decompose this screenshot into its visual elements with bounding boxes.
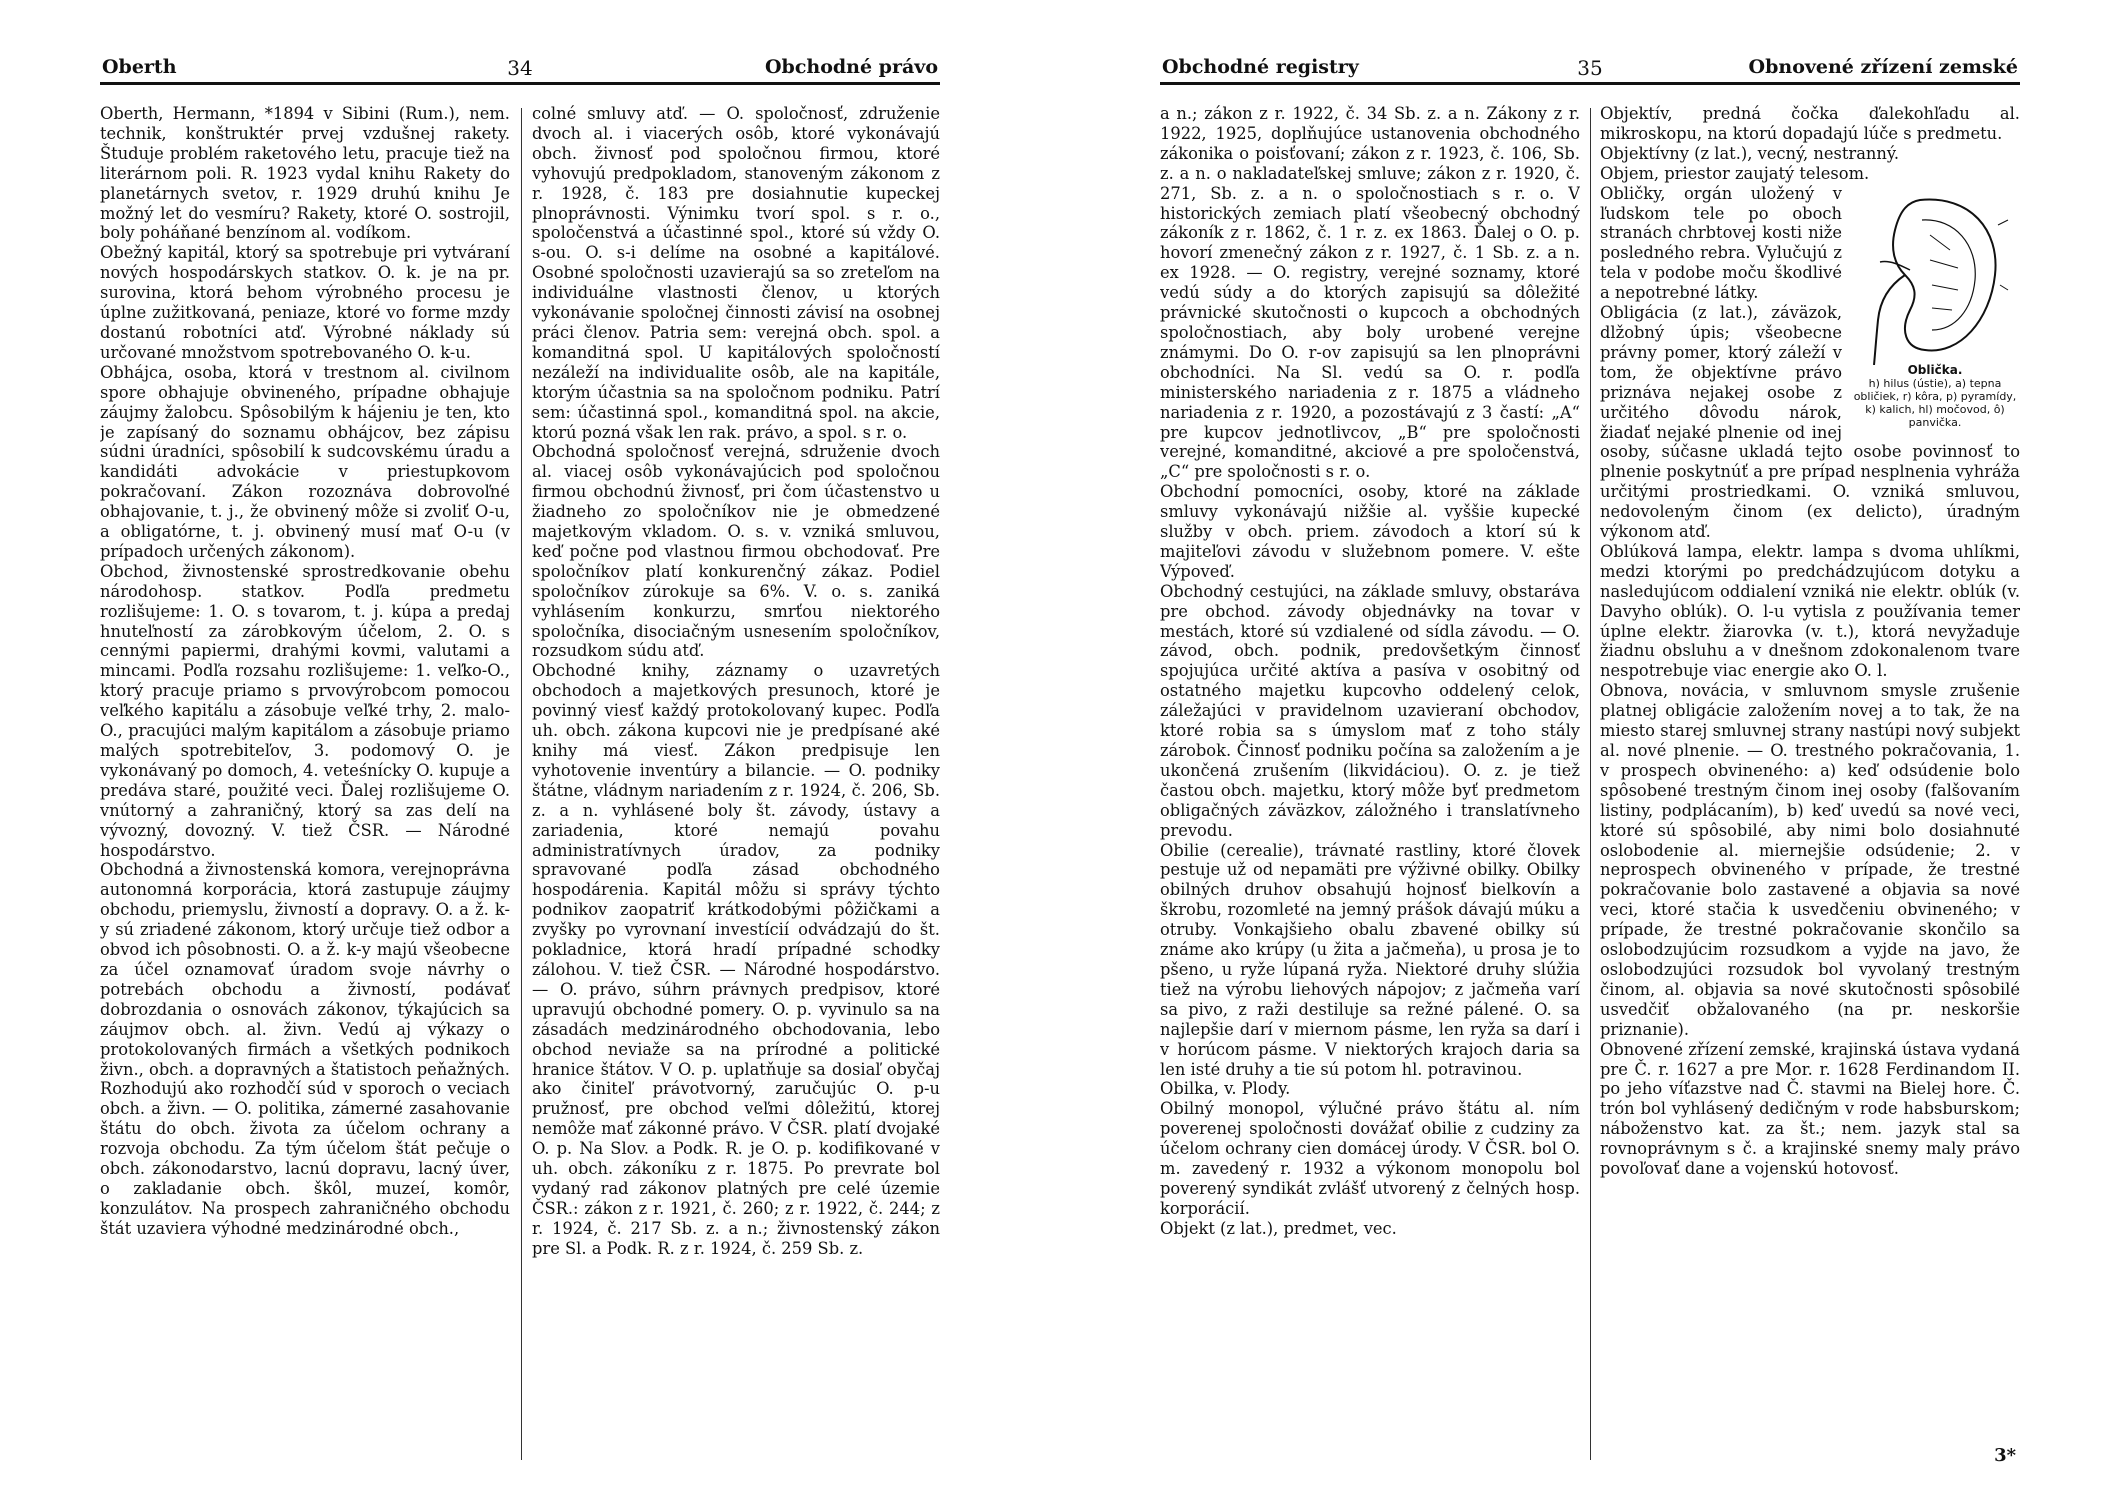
entry: Obilka, v. Plody. bbox=[1160, 1079, 1291, 1099]
entry: Objektívny (z lat.), vecný, nestranný. bbox=[1600, 143, 1900, 163]
entry: a n.; zákon z r. 1922, č. 34 Sb. z. a n. Zákony z r. 1922, 1925, doplňujúce ustanovenia obchodného zákonika o poisťovaní; zákon z r. 1923, č. 106, Sb. z. a n. o nakladateľskej smluve; zákon z r. 1920, č. 271, Sb. z. a n. o spoločnostiach s r. o. V historických zemiach platí všeobecný obchodný zákoník z r. 1862, č. 1 r. z. ex 1863. Ďalej o O. p. hovorí zmenečný zákon z r. 1927, č. 1 Sb. z. a n. ex 1928. — O. registry, verejné soznamy, ktoré vedú súdy a do ktorých zapisujú sa dôležité právnické skutočnosti o kupcoch a obchodných spoločnostiach, aby boly urobené verejne známymi. Do O. r-ov zapisujú sa len plnoprávni obchodníci. Na Sl. vedú sa O. r. podľa ministerského nariadenia z r. 1875 a vládneho nariadenia z r. 1920, a pozostávajú z 3 častí: „A“ pre kupcov jednotlivcov, „B“ pre spoločnosti verejné, komanditné, akciové a pre spoločenstvá, „C“ pre spoločnosti s r. o. bbox=[1160, 104, 1580, 482]
entry: Objekt (z lat.), predmet, vec. bbox=[1160, 1218, 1397, 1238]
entry: Obežný kapitál, ktorý sa spotrebuje pri vytváraní nových hospodárskych statkov. O. k. je na pr. surovina, ktorá behom výrobného procesu je úplne zužitkovaná, peniaze, ktoré vo forme mzdy dostanú robotníci atď. Výrobné náklady sú určované množstvom spotrebovaného O. k-u. bbox=[100, 243, 510, 362]
column-1 bbox=[1160, 104, 1580, 1472]
figure-caption-title: Oblička. bbox=[1907, 362, 1963, 377]
entry: Objem, priestor zaujatý telesom. bbox=[1600, 163, 1870, 183]
entry: Obilie (cerealie), trávnaté rastliny, ktoré človek pestuje už od nepamäti pre výživné obilky. Obilky obilných druhov obsahujú hojnosť bielkovín a škrobu, rozomleté na jemný prášok dávajú múku a otruby. Vonkajšieho obalu zbavené obilky sú známe ako krúpy (u žita a jačmeňa), u prosa je to pšeno, u ryže lúpaná ryža. Niektoré druhy slúžia tiež na výrobu liehových nápojov; z jačmeňa varí sa pivo, z raži destiluje sa režné pálené. O. sa najlepšie darí v miernom pásme, len ryža sa darí i v horúcom pásme. V niektorých krajoch daria sa len isté druhy a tie sú potom hl. potravinou. bbox=[1160, 840, 1580, 1079]
column-1 bbox=[100, 104, 510, 1472]
entry: Obchodné knihy, záznamy o uzavretých obchodoch a majetkových presunoch, ktoré je povinný viesť každý protokolovaný kupec. Podľa uh. obch. zákona kupcovi nie je predpísané aké knihy má viesť. Zákon predpisuje len vyhotovenie inventúry a bilancie. — O. podniky štátne, vládnym nariadením z r. 1924, č. 206, Sb. z. a n. vyhlásené boly št. závody, ústavy a zariadenia, ktoré nemajú povahu administratívnych úradov, za podniky spravované podľa zásad obchodného hospodárenia. Kapitál môžu si správy týchto podnikov zaopatriť krátkodobými pôžičkami a zvyšky po vyrovnaní investícií odvádzajú do št. pokladnice, ktorá hradí prípadné schodky zálohou. V. tiež ČSR. — Národné hospodárstvo. — O. právo, súhrn právnych predpisov, ktoré upravujú obchodné pomery. O. p. vyvinulo sa na zásadách medzinárodného obchodovania, lebo obchod neviaže sa na prírodné a politické hranice štátov. V O. p. uplatňuje sa dosiaľ obyčaj ako činiteľ právotvorný, zaručujúc O. p-u pružnosť, pre obchod veľmi dôležitú, ktorej nemôže mať zákonné právo. V ČSR. platí dvojaké O. p. Na Slov. a Podk. R. je O. p. kodifikované v uh. obch. zákoníku z r. 1875. Po prevrate bol vydaný rad zákonov platných pre celé územie ČSR.: zákon z r. 1921, č. 260; z r. 1922, č. 244; z r. 1924, č. 217 Sb. z. a n.; živnostenský zákon pre Sl. a Podk. R. z r. 1924, č. 259 Sb. z. bbox=[532, 661, 940, 1258]
entry: Obličky, orgán uložený v ľudskom tele po oboch stranách chrbtovej kosti niže posledného rebra. Vylučujú z tela v podobe moču škodlivé a nepotrebné látky. bbox=[1600, 183, 1842, 303]
entry: Obhájca, osoba, ktorá v trestnom al. civilnom spore obhajuje obvineného, prípadne obhajuje záujmy žalobcu. Spôsobilým k hájeniu je ten, kto je zapísaný do soznamu obhájcov, bez zápisu súdni úradníci, spôsobilí k sudcovskému úradu a kandidáti advokácie v priestupkovom pokračovaní. Zákon rozoznáva dobrovoľné obhajovanie, t. j., že obvinený môže si zvoliť O-u, a obligatórne, t. j. obvinený musí mať O-u (v prípadoch určených zákonom). bbox=[100, 362, 510, 561]
figure-caption-text: h) hilus (ústie), a) tepna obličiek, r) kôra, p) pyramídy, k) kalich, hl) močovod, ô) panvička. bbox=[1853, 376, 2017, 429]
kidney-figure bbox=[1850, 186, 2020, 436]
entry: Obnova, novácia, v smluvnom smysle zrušenie platnej obligácie založením novej a to tak, že na miesto starej smluvnej strany nastúpi nový subjekt al. nové plnenie. — O. trestného pokračovania, 1. v prospech obvineného: a) keď odsúdenie bolo spôsobené trestným činom inej osoby (falšovaním listiny, podplácaním), b) keď uvedú sa nové veci, ktoré sú spôsobilé, aby nimi bolo dosiahnuté oslobodenie al. miernejšie odsúdenie; 2. v neprospech obvineného v prípade, že trestné pokračovanie bolo zastavené a objavia sa nové veci, ktoré stačia k usvedčeniu obvineného; v prípade, že trestné pokračovanie skončilo sa oslobodzujúcim rozsudkom a vyjde na javo, že oslobodzujúci rozsudok bol vyvolaný trestným činom, al. objavia sa nové skutočnosti spôsobilé usvedčiť obžalovaného (na pr. neskoršie priznanie). bbox=[1600, 681, 2020, 1039]
entry: Objektív, predná čočka ďalekohľadu al. mikroskopu, na ktorú dopadajú lúče s predmetu. bbox=[1600, 104, 2020, 143]
entry: Obligácia (z lat.), záväzok, dlžobný úpis; všeobecne právny pomer, ktorý záleží v tom, že objektívne právo priznáva nejakej osobe z určitého dôvodu nárok, žiadať nejaké plnenie od inej osoby, súčasne ukladá tejto osobe povinnosť to plnenie poskytnúť a pre prípad nesplnenia vyhráža určitými prostriedkami. O. vzniká smluvou, nedovoleným činom (ex delicto), úradným výkonom atď. bbox=[1600, 303, 2020, 542]
entry: colné smluvy atď. — O. spoločnosť, združenie dvoch al. i viacerých osôb, ktoré vykonávajú obch. živnosť pod spoločnou firmou, ktoré vyhovujú predpokladom, stanoveným zákonom z r. 1928, č. 183 pre dosiahnutie kupeckej plnoprávnosti. Výnimku tvorí spol. s r. o., spoločenstvá a účastinné spol., ktoré sú vždy O. s-ou. O. s-i delíme na osobné a kapitálové. Osobné spoločnosti uzavierajú sa so zreteľom na individuálne vlastnosti členov, u ktorých vykonávanie spoločnej činnosti závisí na osobnej práci členov. Patria sem: verejná obch. spol. a komanditná spol. U kapitálových spoločností nezáleží na individualite osôb, ale na kapitále, ktorým účastnia sa na spoločnom podniku. Patrí sem: účastinná spol., komanditná spol. na akcie, ktorú pozná však len rak. právo, a spol. s r. o. bbox=[532, 104, 940, 442]
entry: Oblúková lampa, elektr. lampa s dvoma uhlíkmi, medzi ktorými po predchádzujúcom dotyku a nasledujúcom oddialení vzniká nie elektr. oblúk (v. Davyho oblúk). O. l-u vytisla z používania temer úplne elektr. žiarovka (v. t.), ktorá nevyžaduje žiadnu obsluhu a v dnešnom zdokonalenom tvare nespotrebuje viac energie ako O. l. bbox=[1600, 541, 2020, 681]
entry: Obchod, živnostenské sprostredkovanie obehu národohosp. statkov. Podľa predmetu rozlišujeme: 1. O. s tovarom, t. j. kúpa a predaj hnuteľností za zárobkovým účelom, 2. O. s cennými papiermi, drahými kovmi, valutami a mincami. Podľa rozsahu rozlišujeme: 1. veľko-O., ktorý pracuje priamo s prvovýrobcom pomocou veľkého kapitálu a zásobuje veľké trhy, 2. malo-O., pracujúci malým kapitálom a zásobuje priamo malých spotrebiteľov, 3. podomový O. je vykonávaný po domoch, 4. veteśnícky O. kupuje a predáva staré, použité veci. Ďalej rozlišujeme O. vnútorný a zahraničný, ktorý sa zas delí na vývozný, dovozný. V. tiež ČSR. — Národné hospodárstvo. bbox=[100, 561, 510, 860]
column-2 bbox=[532, 104, 940, 1472]
header-guideword-left: Oberth bbox=[102, 56, 177, 78]
page-number: 35 bbox=[1577, 56, 1603, 80]
entry: Obchodná a živnostenská komora, verejnoprávna autonomná korporácia, ktorá zastupuje záujmy obchodu, priemyslu, živností a dopravy. O. a ž. k-y sú zriadené zákonom, ktorý určuje tiež odbor a obvod ich pôsobnosti. O. a ž. k-y majú všeobecne za účel oznamovať úradom svoje návrhy o potrebách obchodu a živností, podávať dobrozdania o osnovách zákonov, týkajúcich sa záujmov obch. al. živn. Vedú aj výkazy o protokolovaných firmách a všetkých podnikoch živn., obch. a dopravných a štatistoch peňažných. Rozhodujú ako rozhodčí súd v sporoch o veciach obch. a živn. — O. politika, zámerné zasahovanie štátu do obch. života za účelom ochrany a rozvoja obchodu. Za tým účelom štát pečuje o obch. zákonodarstvo, lacnú dopravu, lacný úver, o zakladanie obch. škôl, muzeí, komôr, konzulátov. Na prospech zahraničného obchodu štát uzaviera výhodné medzinárodné obch., bbox=[100, 860, 510, 1238]
entry: Obilný monopol, výlučné právo štátu al. ním poverenej spoločnosti dovážať obilie z cudziny za účelom ochrany cien domácej úrody. V ČSR. bol O. m. zavedený r. 1932 a výkonom monopolu bol poverený syndikát zvlášť utvorený z čelných hosp. korporácií. bbox=[1160, 1099, 1580, 1218]
entry: Obchodný cestujúci, na základe smluvy, obstaráva pre obchod. závody objednávky na tovar v mestách, ktoré sú vzdialené od sídla závodu. — O. závod, obch. podnik, predovšetkým činnosť spojujúca určité aktíva a pasíva v osobitný od ostatného majetku kupcovho oddelený celok, záležajúci v pravidelnom uzavieraní obchodov, ktoré robia sa s úmyslom mať z toho stály zárobok. Činnosť podniku počína sa založením a je ukončená zrušením (likvidáciou). O. z. je tiež častou obch. majetku, ktorý môže byť predmetom obligačných záväzkov, záložného i translatívneho prevodu. bbox=[1160, 581, 1580, 840]
page-header bbox=[1160, 52, 2020, 85]
kidney-illustration-icon bbox=[1860, 190, 2010, 365]
header-guideword-right: Obnovené zřízení zemské bbox=[1748, 56, 2018, 78]
right-page bbox=[1160, 52, 2020, 1472]
entry: Obnovené zřízení zemské, krajinská ústava vydaná pre Č. r. 1627 a pre Mor. r. 1628 Ferdinandom II. po jeho víťazstve nad Č. stavmi na Bielej hore. Č. trón bol vyhlásený dedičným v rode habsburskom; náboženstvo kat. za št.; nem. jazyk stal sa rovnoprávnym s č. a krajinské snemy maly právo povoľovať dane a vojenskú hotovosť. bbox=[1600, 1039, 2020, 1179]
page-number: 34 bbox=[507, 56, 533, 80]
left-page bbox=[100, 52, 940, 1472]
entry: Obchodní pomocníci, osoby, ktoré na základe smluvy vykonávajú nižšie al. vyššie kupecké služby v obch. priem. závodoch a ktorí sú k majiteľovi závodu v služebnom pomere. V. ešte Výpoveď. bbox=[1160, 482, 1580, 581]
header-guideword-left: Obchodné registry bbox=[1162, 56, 1359, 78]
page-header bbox=[100, 52, 940, 85]
entry: Obchodná spoločnosť verejná, sdruženie dvoch al. viacej osôb vykonávajúcich pod spoločnou firmou obchodnú živnosť, pri čom účastenstvo u žiadneho zo spoločníkov nie je obmedzené majetkovým vkladom. O. s. v. vzniká smluvou, keď počne pod vlastnou firmou obchodovať. Pre spoločníkov platí konkurenčný zákaz. Podiel spoločníkov zúrokuje sa 6%. V. o. s. zaniká vyhlásením konkurzu, smrťou niektorého spoločníka, disociačným usnesením spoločníkov, rozsudkom súdu atď. bbox=[532, 442, 940, 661]
entry: Oberth, Hermann, *1894 v Sibini (Rum.), nem. technik, konštruktér prvej vzdušnej rakety. Študuje problém raketového letu, pracuje tiež na literárnom poli. R. 1923 vydal knihu Rakety do planetárnych svetov, r. 1929 druhú knihu Je možný let do vesmíru? Rakety, ktoré O. sostrojil, boly poháňané benzínom al. vodíkom. bbox=[100, 104, 510, 243]
figure-caption bbox=[1850, 364, 2020, 429]
column-2 bbox=[1600, 104, 2020, 1472]
signature-mark: 3* bbox=[1994, 1445, 2016, 1466]
header-guideword-right: Obchodné právo bbox=[764, 56, 938, 78]
